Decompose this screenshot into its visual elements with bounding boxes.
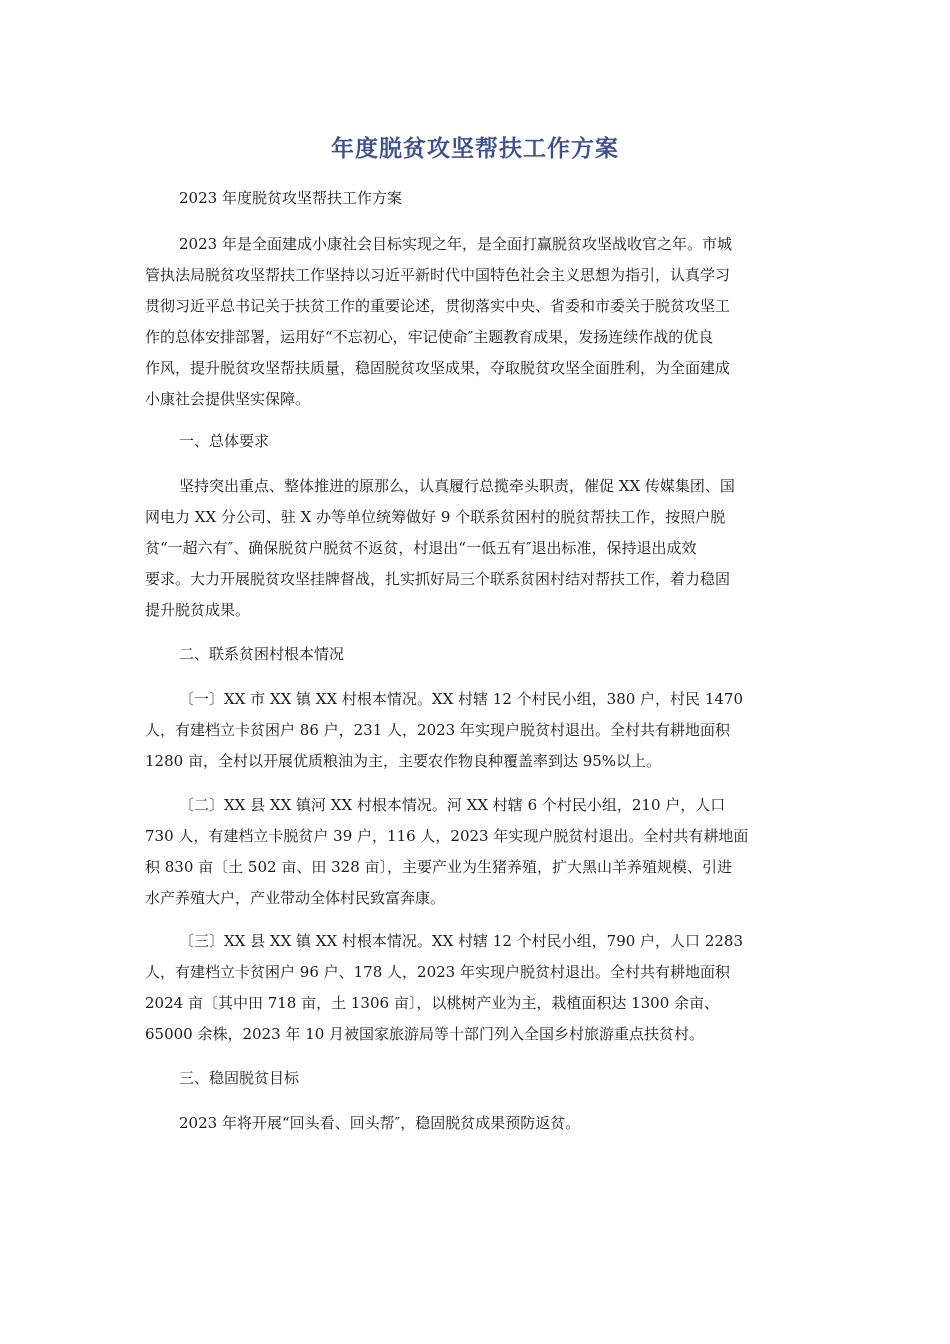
paragraph-line: 人，有建档立卡贫困户 86 户，231 人，2023 年实现户脱贫村退出。全村共有耕地面积	[145, 721, 730, 739]
village-item-3	[145, 926, 805, 1050]
section3-paragraph	[145, 1108, 805, 1139]
paragraph-line: 〔三〕XX 县 XX 镇 XX 村根本情况。XX 村辖 12 个村民小组，790 户，人口 2283	[179, 932, 744, 950]
paragraph-line: 小康社会提供坚实保障。	[145, 390, 311, 408]
paragraph-line: 提升脱贫成果。	[145, 601, 251, 619]
paragraph-line: 〔二〕XX 县 XX 镇河 XX 村根本情况。河 XX 村辖 6 个村民小组，210 户，人口	[179, 796, 726, 814]
paragraph-line: 贯彻习近平总书记关于扶贫工作的重要论述，贯彻落实中央、省委和市委关于脱贫攻坚工	[145, 297, 731, 315]
paragraph-line: 作风，提升脱贫攻坚帮扶质量，稳固脱贫攻坚成果，夺取脱贫攻坚全面胜利，为全面建成	[145, 359, 731, 377]
paragraph-line: 坚持突出重点、整体推进的原那么，认真履行总揽牵头职责，催促 XX 传媒集团、国	[179, 477, 735, 495]
paragraph-line: 2023 年是全面建成小康社会目标实现之年，是全面打赢脱贫攻坚战收官之年。市城	[179, 235, 732, 253]
paragraph-line: 人，有建档立卡贫困户 96 户、178 人，2023 年实现户脱贫村退出。全村共有耕地面积	[145, 963, 730, 981]
paragraph-line: 2023 年将开展“回头看、回头帮″，稳固脱贫成果预防返贫。	[179, 1114, 581, 1132]
section-heading-2: 二、联系贫困村根本情况	[179, 645, 345, 663]
paragraph-line: 要求。大力开展脱贫攻坚挂牌督战，扎实抓好局三个联系贫困村结对帮扶工作，着力稳固	[145, 570, 731, 588]
paragraph-line: 积 830 亩〔土 502 亩、田 328 亩〕，主要产业为生猪养殖，扩大黑山羊养殖规模、引进	[145, 858, 733, 876]
document-subtitle: 2023 年度脱贫攻坚帮扶工作方案	[179, 189, 402, 207]
paragraph-line: 730 人，有建档立卡脱贫户 39 户，116 人，2023 年实现户脱贫村退出。全村共有耕地面	[145, 827, 749, 845]
paragraph-line: 1280 亩，全村以开展优质粮油为主，主要农作物良种覆盖率到达 95%以上。	[145, 752, 662, 770]
paragraph-line: 〔一〕XX 市 XX 镇 XX 村根本情况。XX 村辖 12 个村民小组，380 户，村民 1470	[179, 690, 744, 708]
paragraph-line: 管执法局脱贫攻坚帮扶工作坚持以习近平新时代中国特色社会主义思想为指引，认真学习	[145, 266, 731, 284]
village-item-1	[145, 684, 805, 777]
paragraph-line: 2024 亩〔其中田 718 亩，土 1306 亩〕，以桃树产业为主，栽植面积达 1300 余亩、	[145, 994, 720, 1012]
intro-paragraph	[145, 229, 805, 415]
section-heading-3: 三、稳固脱贫目标	[179, 1069, 300, 1087]
document-title: 年度脱贫攻坚帮扶工作方案	[331, 136, 619, 162]
paragraph-line: 网电力 XX 分公司、驻 X 办等单位统筹做好 9 个联系贫困村的脱贫帮扶工作，按照户脱	[145, 508, 726, 526]
village-item-2	[145, 790, 805, 914]
paragraph-line: 贫“一超六有″、确保脱贫户脱贫不返贫，村退出“一低五有″退出标准，保持退出成效	[145, 539, 697, 557]
paragraph-line: 作的总体安排部署，运用好“不忘初心，牢记使命″主题教育成果，发扬连续作战的优良	[145, 328, 714, 346]
section1-paragraph	[145, 471, 805, 626]
paragraph-line: 水产养殖大户，产业带动全体村民致富奔康。	[145, 889, 446, 907]
section-heading-1: 一、总体要求	[179, 432, 270, 450]
paragraph-line: 65000 余株，2023 年 10 月被国家旅游局等十部门列入全国乡村旅游重点扶贫村。	[145, 1025, 705, 1043]
